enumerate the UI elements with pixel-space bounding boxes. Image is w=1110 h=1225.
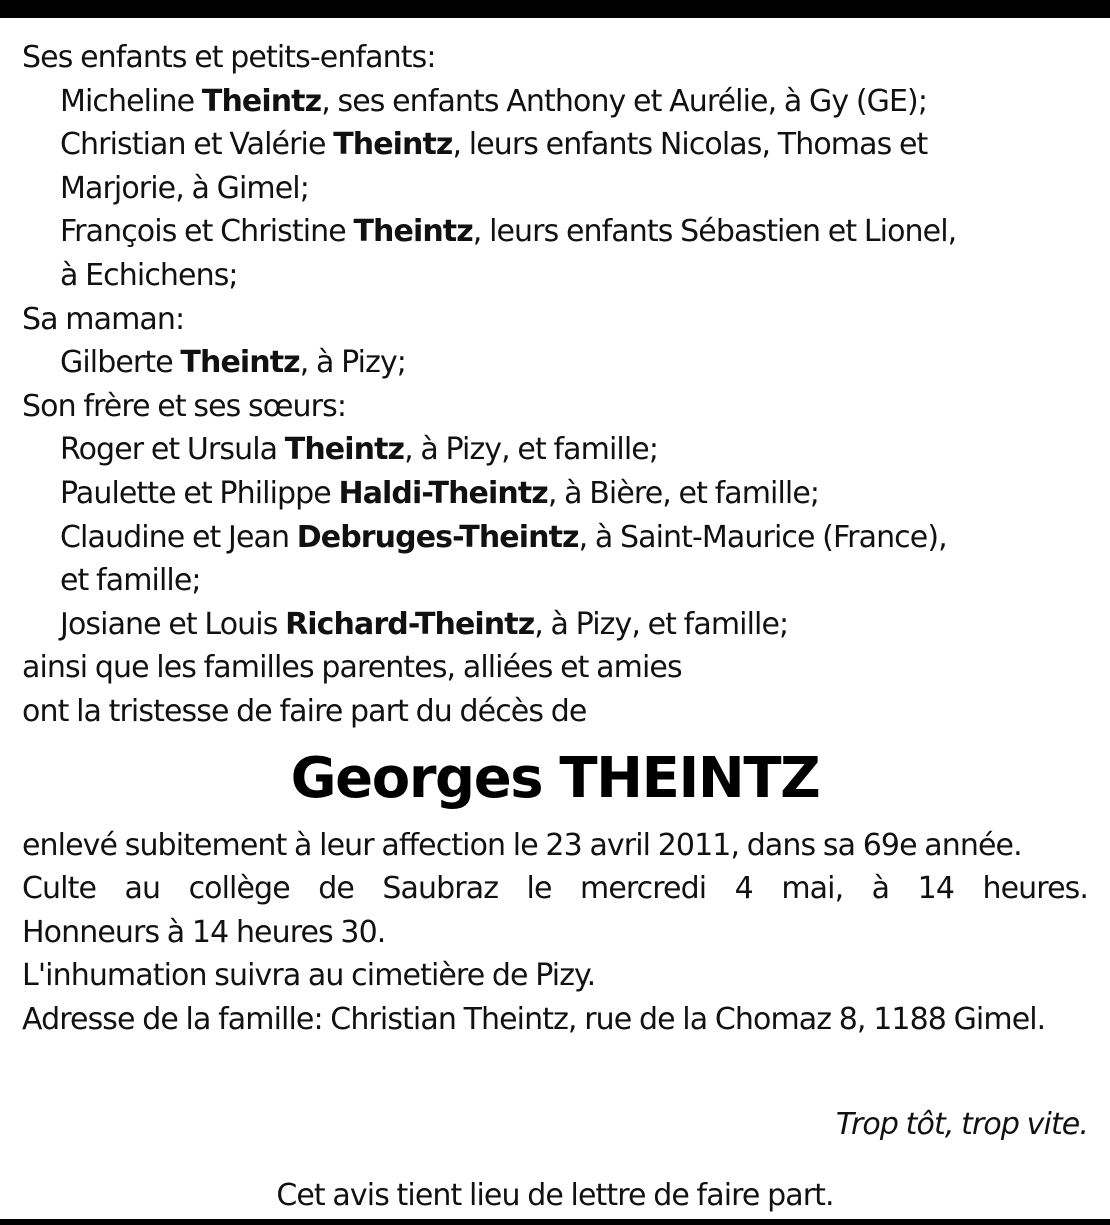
announcement-line: ainsi que les familles parentes, alliées et amies bbox=[22, 650, 682, 686]
entry-details: , à Saint-Maurice (France), bbox=[578, 519, 947, 555]
entry-family-name: Theintz bbox=[333, 127, 453, 163]
entry-given-names: Christian et Valérie bbox=[60, 127, 334, 163]
children-heading: Ses enfants et petits-enfants: bbox=[22, 40, 436, 75]
children-entry-continuation: Marjorie, à Gimel; bbox=[60, 170, 309, 206]
details-line: enlevé subitement à leur affection le 23 avril 2011, dans sa 69e année. bbox=[22, 827, 1022, 863]
sibling-entry bbox=[22, 603, 1088, 647]
details-line: Honneurs à 14 heures 30. bbox=[22, 914, 386, 950]
entry-given-names: Josiane et Louis bbox=[60, 606, 286, 642]
top-rule bbox=[0, 0, 1110, 18]
closing-note: Cet avis tient lieu de lettre de faire part. bbox=[276, 1178, 834, 1214]
entry-details: , à Bière, et famille; bbox=[547, 475, 820, 511]
children-entry-continuation: à Echichens; bbox=[60, 257, 238, 293]
entry-given-names: Gilberte bbox=[60, 345, 181, 381]
entry-family-name: Theintz bbox=[180, 345, 300, 381]
entry-given-names: Micheline bbox=[60, 83, 202, 119]
entry-family-name: Debruges-Theintz bbox=[296, 519, 579, 555]
children-entry bbox=[22, 123, 1088, 167]
entry-given-names: François et Christine bbox=[60, 214, 354, 250]
entry-details: , leurs enfants Nicolas, Thomas et bbox=[452, 127, 928, 163]
entry-family-name: Theintz bbox=[284, 432, 405, 468]
entry-family-name: Haldi-Theintz bbox=[338, 475, 548, 511]
children-entry bbox=[22, 210, 1088, 254]
entry-details: , à Pizy, et famille; bbox=[534, 606, 789, 642]
entry-family-name: Theintz bbox=[201, 83, 322, 119]
siblings-heading: Son frère et ses sœurs: bbox=[22, 388, 347, 424]
ceremony-line: Culte au collège de Saubraz le mercredi 4 mai, à 14 heures. bbox=[22, 871, 1088, 907]
entry-given-names: Roger et Ursula bbox=[60, 432, 285, 468]
sibling-entry bbox=[22, 472, 1088, 516]
bottom-rule bbox=[0, 1219, 1110, 1225]
sibling-entry bbox=[22, 428, 1088, 472]
details-line: L'inhumation suivra au cimetière de Pizy. bbox=[22, 958, 596, 994]
announcement-line: ont la tristesse de faire part du décès de bbox=[22, 693, 587, 729]
entry-details: , à Pizy; bbox=[299, 345, 407, 381]
mother-entry bbox=[22, 341, 1088, 385]
mother-heading: Sa maman: bbox=[22, 301, 185, 337]
entry-details: , leurs enfants Sébastien et Lionel, bbox=[472, 214, 957, 250]
sibling-entry bbox=[22, 516, 1088, 560]
entry-family-name: Theintz bbox=[353, 214, 473, 250]
entry-given-names: Claudine et Jean bbox=[60, 519, 297, 555]
deceased-name: Georges THEINTZ bbox=[290, 745, 820, 811]
entry-details: , à Pizy, et famille; bbox=[404, 432, 659, 468]
family-address: Adresse de la famille: Christian Theintz, rue de la Chomaz 8, 1188 Gimel. bbox=[22, 1001, 1046, 1037]
motto: Trop tôt, trop vite. bbox=[835, 1107, 1088, 1143]
entry-given-names: Paulette et Philippe bbox=[60, 475, 339, 511]
entry-details: , ses enfants Anthony et Aurélie, à Gy (GE); bbox=[321, 83, 928, 119]
obituary-notice bbox=[22, 36, 1088, 1218]
sibling-entry-continuation: et famille; bbox=[60, 563, 201, 599]
entry-family-name: Richard-Theintz bbox=[285, 606, 535, 642]
children-entry bbox=[22, 80, 1088, 124]
